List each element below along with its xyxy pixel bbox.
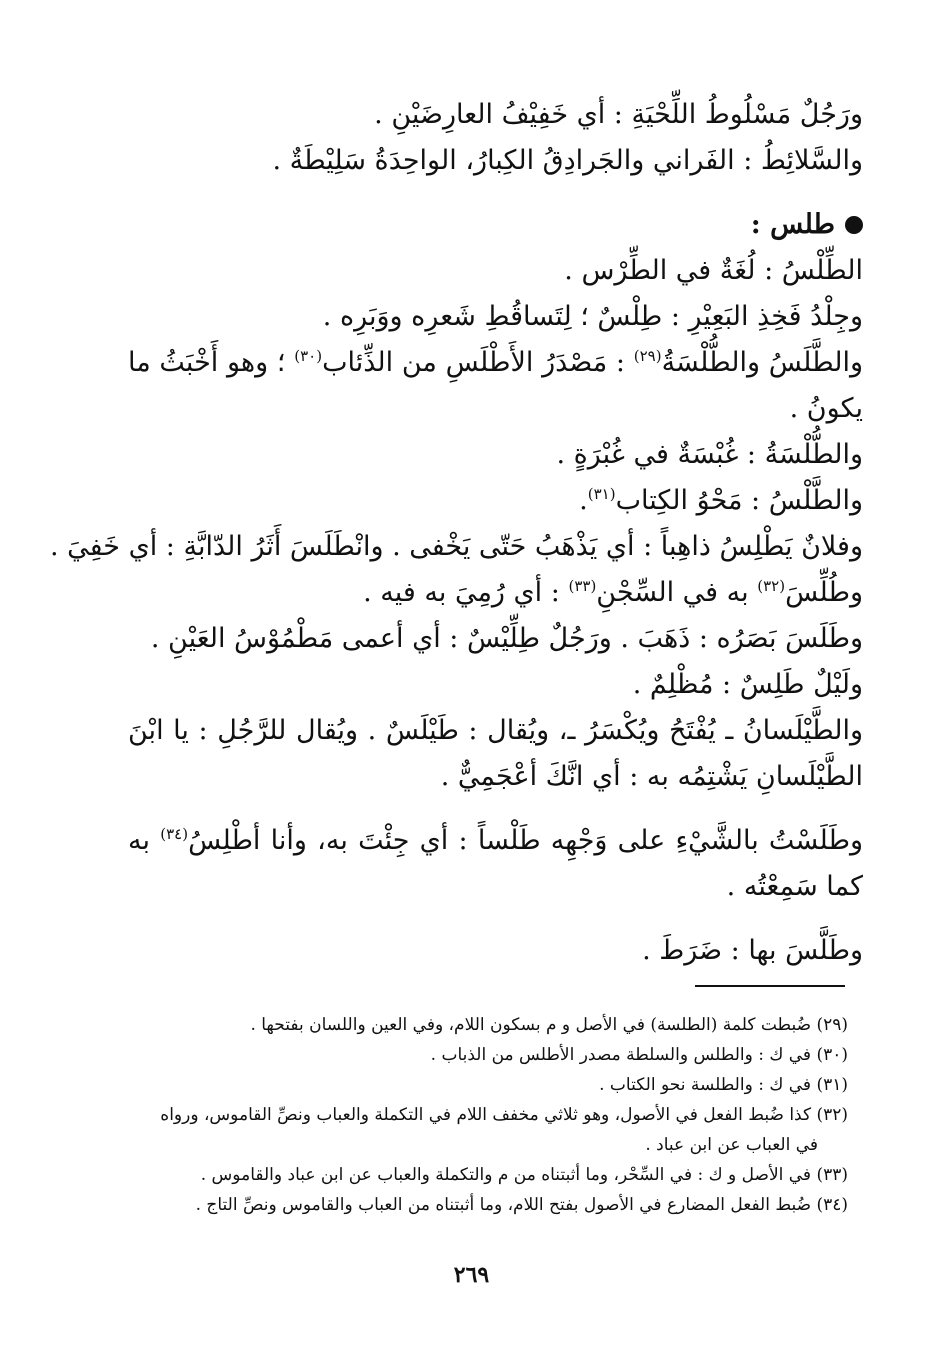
text-line: وجِلْدُ فَخِذِ البَعِيْرِ : طِلْسٌ ؛ لِتَساقُطِ شَعرِه ووَبَرِه . bbox=[322, 301, 863, 332]
text-line: الطِّلْسُ : لُغَةٌ في الطِّرْس . bbox=[564, 255, 863, 286]
text-paragraph: وطَلَسْتُ بالشَّيْءِ على وَجْهِه طَلْساً : أي جِئْتَ به، وأنا أطْلِسُ$^{(٣٤)}$ به كما سَمِعْتُه . bbox=[128, 825, 863, 902]
footnote-29: (٢٩) ضُبطت كلمة (الطلسة) في الأصل و م بسكون اللام، وفي العين واللسان بفتحها . bbox=[250, 1015, 848, 1035]
text-paragraph: والطَّيْلَسانُ ـ يُفْتَحُ ويُكْسَرُ ـ، ويُقال : طَيْلَسٌ . ويُقال للرَّجُلِ : يا ابْنَ الطَّيْلَسانِ يَشْتِمُه به : أي انَّكَ أعْجَمِيٌّ . bbox=[128, 715, 863, 792]
main-text bbox=[49, 92, 863, 974]
footnote-ref-30: (٣٠) bbox=[294, 347, 323, 365]
footnotes bbox=[128, 1010, 848, 1220]
text-line: ولَيْلٌ طَلِسٌ : مُظْلِمٌ . bbox=[632, 669, 863, 700]
footnote-30: (٣٠) في ك : والطلس والسلطة مصدر الأطلس من الذباب . bbox=[430, 1045, 848, 1065]
footnote-ref-31: (٣١) bbox=[587, 485, 616, 503]
entry-title: طلس : bbox=[750, 209, 835, 240]
text-line: وفلانٌ يَطْلِسُ ذاهِباً : أي يَذْهَبُ حَتّى يَخْفى . وانْطَلَسَ أَثَرُ الدّابَّةِ : أي خَفِيَ . bbox=[49, 531, 863, 562]
page-number: ٢٦٩ bbox=[453, 1262, 490, 1288]
text-line: وطُلِّسَ$^{(٣٢)}$ به في السِّجْنِ$^{(٣٣)}$ : أي رُمِيَ به فيه . bbox=[363, 577, 863, 608]
text-line: ورَجُلٌ مَسْلُوطُ اللِّحْيَةِ : أي خَفِيْفُ العارِضَيْنِ . bbox=[374, 99, 863, 130]
entry-heading bbox=[128, 202, 863, 248]
footnote-34: (٣٤) ضُبط الفعل المضارع في الأصول بفتح اللام، وما أثبتناه من العباب والقاموس ونصِّ التاج . bbox=[195, 1195, 848, 1215]
footnote-ref-29: (٢٩) bbox=[633, 347, 662, 365]
footnote-ref-33: (٣٣) bbox=[568, 577, 597, 595]
footnote-33: (٣٣) في الأصل و ك : في السِّحْر، وما أثبتناه من م والتكملة والعباب عن ابن عباد والقاموس . bbox=[200, 1165, 848, 1185]
footnote-31: (٣١) في ك : والطلسة نحو الكتاب . bbox=[599, 1075, 848, 1095]
text-line: وطَلَسَ بَصَرُه : ذَهَبَ . ورَجُلٌ طِلِّيْسٌ : أي أعمى مَطْمُوْسُ العَيْنِ . bbox=[150, 623, 863, 654]
footnote-divider bbox=[695, 985, 845, 987]
text-paragraph: والطَّلَسُ والطُّلْسَةُ$^{(٢٩)}$ : مَصْدَرُ الأَطْلَسِ من الذِّئاب$^{(٣٠)}$ ؛ وهو أَخْبَثُ ما يكونُ . bbox=[128, 347, 863, 424]
text-line: والسَّلائِطُ : الفَراني والجَرادِقُ الكِبارُ، الواحِدَةُ سَلِيْطَةٌ . bbox=[272, 145, 863, 176]
text-line: والطَّلْسُ : مَحْوُ الكِتاب$^{(٣١)}$. bbox=[579, 485, 863, 516]
text-line: وطَلَّسَ بها : ضَرَطَ . bbox=[642, 935, 863, 966]
footnote-ref-34: (٣٤) bbox=[160, 825, 189, 843]
text-line: والطُّلْسَةُ : غُبْسَةٌ في غُبْرَةٍ . bbox=[556, 439, 863, 470]
bullet-icon bbox=[845, 216, 863, 234]
footnote-ref-32: (٣٢) bbox=[757, 577, 786, 595]
footnote-32: (٣٢) كذا ضُبط الفعل في الأصول، وهو ثلاثي مخفف اللام في التكملة والعباب ونصِّ القاموس، ورواه bbox=[160, 1105, 848, 1125]
footnote-32-continued: في العباب عن ابن عباد . bbox=[645, 1135, 818, 1155]
